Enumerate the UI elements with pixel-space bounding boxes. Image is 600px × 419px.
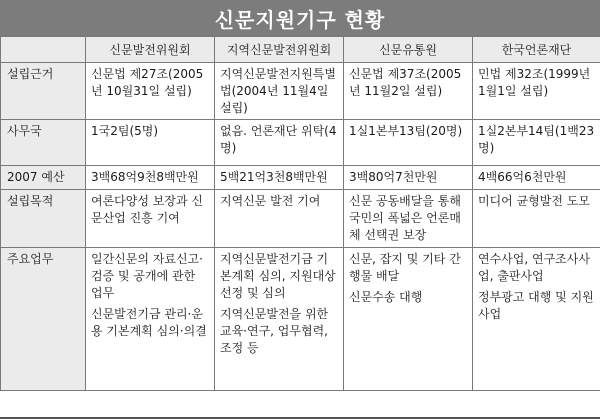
cell-text: 3백68억9천8백만원 <box>91 170 199 184</box>
cell-text: 없음. 언론재단 위탁(4명) <box>220 124 337 155</box>
row-label: 사무국 <box>1 120 86 166</box>
table-cell <box>215 166 344 190</box>
cell-text: 신문법 제27조(2005년 10월31일 설립) <box>91 67 204 98</box>
cell-text: 지역신문발전기금 기본계획 심의, 지원대상 선정 및 심의 <box>220 252 336 300</box>
cell-text: 신문수송 대행 <box>349 290 423 304</box>
table-cell <box>86 248 215 391</box>
cell-text: 지역신문발전을 위한 교육·연구, 업무협력, 조정 등 <box>220 307 329 355</box>
table-cell <box>215 248 344 391</box>
table-cell <box>86 120 215 166</box>
cell-text: 연수사업, 연구조사사업, 출판사업 <box>478 252 590 283</box>
table-cell <box>86 166 215 190</box>
table-row <box>1 120 600 166</box>
cell-text: 정부광고 대행 및 지원사업 <box>478 290 594 321</box>
cell-text: 신문 공동배달을 통해 국민의 폭넓은 언론매체 선택권 보장 <box>349 194 461 242</box>
cell-text: 1국2팀(5명) <box>91 124 159 138</box>
table-cell <box>344 248 473 391</box>
row-label: 주요업무 <box>1 248 86 391</box>
cell-text: 민법 제32조(1999년 1월1일 설립) <box>478 67 591 98</box>
table-cell <box>215 190 344 248</box>
cell-text: 미디어 균형발전 도모 <box>478 194 590 208</box>
cell-text: 1실1본부13팀(20명) <box>349 124 463 138</box>
table-cell <box>86 63 215 120</box>
row-label: 설립근거 <box>1 63 86 120</box>
table-cell <box>215 120 344 166</box>
table-cell <box>344 63 473 120</box>
row-label: 2007 예산 <box>1 166 86 190</box>
table-cell <box>473 166 600 190</box>
cell-text: 3백80억7천만원 <box>349 170 438 184</box>
table-row <box>1 248 600 391</box>
table-cell <box>473 190 600 248</box>
cell-text: 신문발전기금 관리·운용 기본계획 심의·의결 <box>91 307 207 338</box>
cell-text: 지역신문발전지원특별법(2004년 11월4일 설립) <box>220 67 336 115</box>
table-title: 신문지원기구 현황 <box>0 0 600 36</box>
table-row <box>1 63 600 120</box>
table-row <box>1 166 600 190</box>
table-cell <box>344 166 473 190</box>
table-cell <box>215 63 344 120</box>
table-cell <box>473 63 600 120</box>
cell-text: 신문, 잡지 및 기타 간행물 배달 <box>349 252 461 283</box>
table-cell <box>86 190 215 248</box>
header-corner <box>1 37 86 63</box>
row-label: 설립목적 <box>1 190 86 248</box>
header-row <box>1 37 600 63</box>
cell-text: 여론다양성 보장과 신문산업 진흥 기여 <box>91 194 203 225</box>
cell-text: 1실2본부14팀(1백23명) <box>478 124 595 155</box>
table-cell <box>344 190 473 248</box>
cell-text: 신문법 제37조(2005년 11월2일 설립) <box>349 67 462 98</box>
header-press-foundation: 한국언론재단 <box>473 37 600 63</box>
header-distribution-center: 신문유통원 <box>344 37 473 63</box>
table-cell <box>344 120 473 166</box>
table-row <box>1 190 600 248</box>
header-regional-committee: 지역신문발전위원회 <box>215 37 344 63</box>
table-cell <box>473 120 600 166</box>
header-press-committee: 신문발전위원회 <box>86 37 215 63</box>
cell-text: 4백66억6천만원 <box>478 170 567 184</box>
cell-text: 5백21억3천8백만원 <box>220 170 328 184</box>
table-cell <box>473 248 600 391</box>
cell-text: 지역신문 발전 기여 <box>220 194 321 208</box>
agency-table <box>0 36 600 391</box>
cell-text: 일간신문의 자료신고·검증 및 공개에 관한 업무 <box>91 252 203 300</box>
